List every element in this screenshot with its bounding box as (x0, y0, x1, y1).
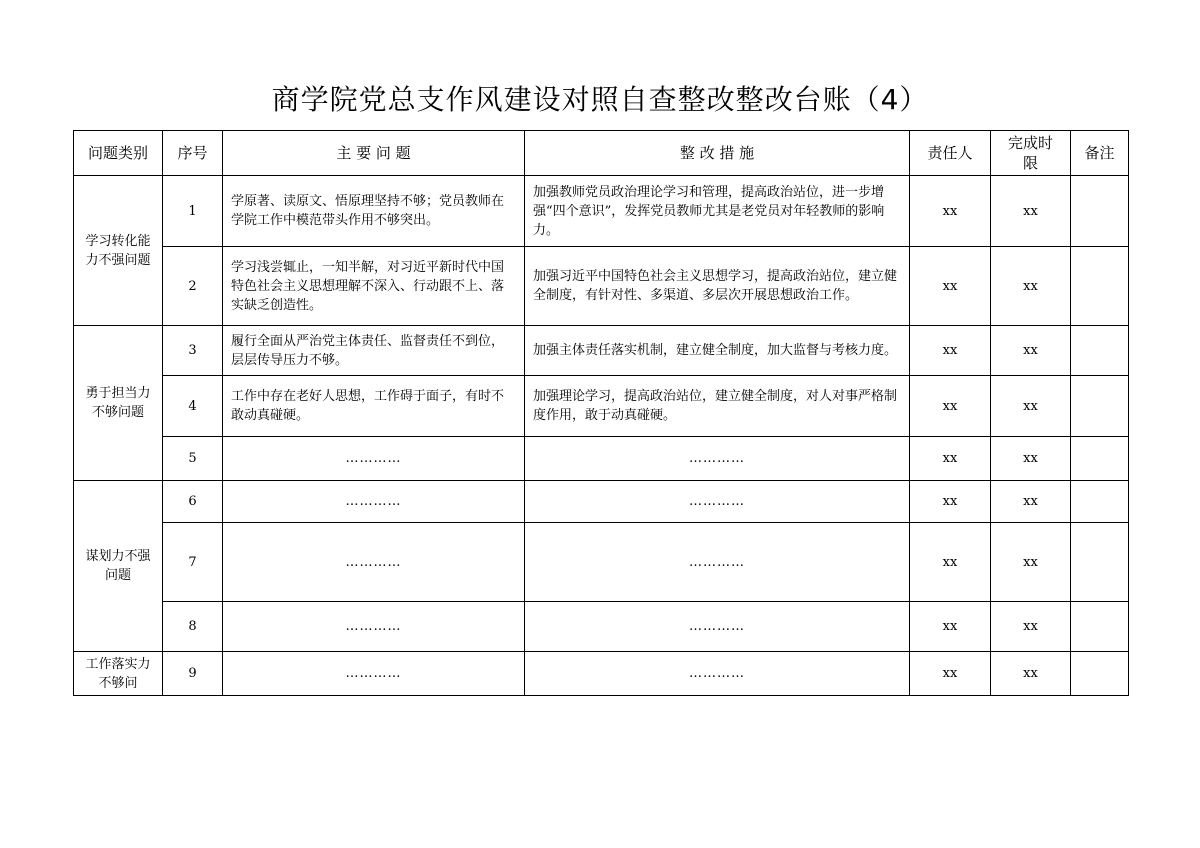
category-cell: 勇于担当力不够问题 (74, 326, 163, 481)
note-cell (1071, 376, 1129, 437)
measure-cell: 加强主体责任落实机制，建立健全制度，加大监督与考核力度。 (525, 326, 910, 376)
category-cell: 学习转化能力不强问题 (74, 176, 163, 326)
index-cell: 8 (163, 602, 223, 652)
measure-cell: ………… (525, 437, 910, 481)
deadline-cell: xx (991, 326, 1071, 376)
owner-cell: xx (910, 247, 991, 326)
measure-cell: 加强习近平中国特色社会主义思想学习，提高政治站位，建立健全制度，有针对性、多渠道、多层次开展思想政治工作。 (525, 247, 910, 326)
table-row (74, 523, 1129, 602)
header-index: 序号 (163, 131, 223, 176)
problem-cell: ………… (223, 652, 525, 696)
index-cell: 1 (163, 176, 223, 247)
table-row (74, 602, 1129, 652)
note-cell (1071, 652, 1129, 696)
header-category: 问题类别 (74, 131, 163, 176)
owner-cell: xx (910, 652, 991, 696)
owner-cell: xx (910, 376, 991, 437)
category-cell: 谋划力不强问题 (74, 481, 163, 652)
header-measure: 整 改 措 施 (525, 131, 910, 176)
deadline-cell: xx (991, 376, 1071, 437)
deadline-cell: xx (991, 523, 1071, 602)
index-cell: 5 (163, 437, 223, 481)
measure-cell: ………… (525, 523, 910, 602)
problem-cell: 工作中存在老好人思想，工作碍于面子，有时不敢动真碰硬。 (223, 376, 525, 437)
table-row (74, 376, 1129, 437)
note-cell (1071, 481, 1129, 523)
index-cell: 4 (163, 376, 223, 437)
table-row (74, 176, 1129, 247)
index-cell: 2 (163, 247, 223, 326)
owner-cell: xx (910, 176, 991, 247)
rectification-table (73, 130, 1129, 696)
measure-cell: 加强理论学习，提高政治站位，建立健全制度，对人对事严格制度作用，敢于动真碰硬。 (525, 376, 910, 437)
deadline-cell: xx (991, 652, 1071, 696)
problem-cell: ………… (223, 602, 525, 652)
header-row (74, 131, 1129, 176)
problem-cell: ………… (223, 523, 525, 602)
header-note: 备注 (1071, 131, 1129, 176)
note-cell (1071, 523, 1129, 602)
note-cell (1071, 176, 1129, 247)
table-row (74, 437, 1129, 481)
header-deadline: 完成时限 (991, 131, 1071, 176)
note-cell (1071, 326, 1129, 376)
owner-cell: xx (910, 523, 991, 602)
deadline-cell: xx (991, 437, 1071, 481)
index-cell: 3 (163, 326, 223, 376)
index-cell: 9 (163, 652, 223, 696)
note-cell (1071, 437, 1129, 481)
measure-cell: ………… (525, 652, 910, 696)
table-row (74, 247, 1129, 326)
deadline-cell: xx (991, 176, 1071, 247)
problem-cell: ………… (223, 437, 525, 481)
deadline-cell: xx (991, 481, 1071, 523)
owner-cell: xx (910, 437, 991, 481)
problem-cell: 学习浅尝辄止，一知半解，对习近平新时代中国特色社会主义思想理解不深入、行动跟不上、落实缺乏创造性。 (223, 247, 525, 326)
category-cell: 工作落实力不够问 (74, 652, 163, 696)
note-cell (1071, 247, 1129, 326)
index-cell: 6 (163, 481, 223, 523)
problem-cell: 履行全面从严治党主体责任、监督责任不到位，层层传导压力不够。 (223, 326, 525, 376)
page-title: 商学院党总支作风建设对照自查整改整改台账（4） (271, 83, 929, 116)
measure-cell: ………… (525, 481, 910, 523)
note-cell (1071, 602, 1129, 652)
measure-cell: ………… (525, 602, 910, 652)
table-row (74, 326, 1129, 376)
problem-cell: ………… (223, 481, 525, 523)
deadline-cell: xx (991, 602, 1071, 652)
header-problem: 主 要 问 题 (223, 131, 525, 176)
owner-cell: xx (910, 481, 991, 523)
measure-cell: 加强教师党员政治理论学习和管理，提高政治站位，进一步增强“四个意识”，发挥党员教师尤其是老党员对年轻教师的影响力。 (525, 176, 910, 247)
deadline-cell: xx (991, 247, 1071, 326)
owner-cell: xx (910, 326, 991, 376)
table-row (74, 481, 1129, 523)
problem-cell: 学原著、读原文、悟原理坚持不够；党员教师在学院工作中模范带头作用不够突出。 (223, 176, 525, 247)
table-row (74, 652, 1129, 696)
index-cell: 7 (163, 523, 223, 602)
owner-cell: xx (910, 602, 991, 652)
header-owner: 责任人 (910, 131, 991, 176)
